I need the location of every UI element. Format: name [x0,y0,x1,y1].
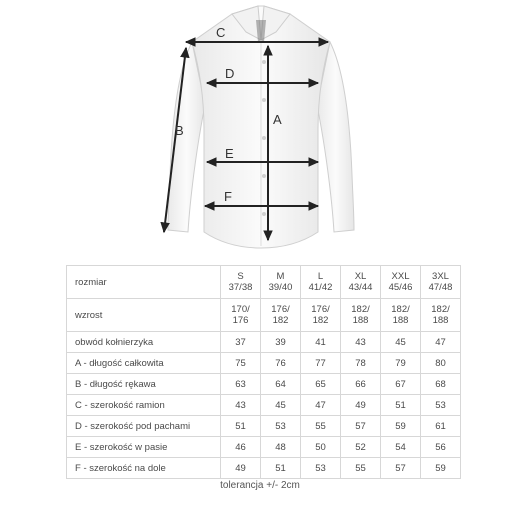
label-d: D [225,66,235,81]
table-cell: 51 [381,395,421,416]
table-cell: 67 [381,374,421,395]
table-cell: 176/ 182 [261,299,301,332]
table-cell: 37 [221,332,261,353]
size-header: XXL 45/46 [381,266,421,299]
table-cell: 47 [421,332,461,353]
size-table [66,265,461,479]
table-cell: 51 [221,416,261,437]
table-cell: 56 [421,437,461,458]
table-cell: 54 [381,437,421,458]
table-cell: 182/ 188 [341,299,381,332]
table-cell: 57 [381,458,421,479]
shirt-measurement-diagram [0,0,520,255]
label-f: F [224,189,232,204]
header-label: rozmiar [67,266,221,299]
table-cell: 61 [421,416,461,437]
table-cell: 43 [341,332,381,353]
table-cell: 45 [381,332,421,353]
table-header-row [67,266,461,299]
table-cell: 49 [221,458,261,479]
tolerance-note: tolerancja +/- 2cm [220,480,300,491]
table-row [67,395,461,416]
table-row [67,416,461,437]
table-cell: 53 [301,458,341,479]
table-cell: 47 [301,395,341,416]
table-cell: 80 [421,353,461,374]
label-c: C [216,25,226,40]
label-e: E [225,146,234,161]
table-cell: 52 [341,437,381,458]
table-cell: 39 [261,332,301,353]
table-cell: 63 [221,374,261,395]
table-cell: 48 [261,437,301,458]
row-label: C - szerokość ramion [67,395,221,416]
row-label: obwód kołnierzyka [67,332,221,353]
table-cell: 170/ 176 [221,299,261,332]
row-label: E - szerokość w pasie [67,437,221,458]
table-cell: 65 [301,374,341,395]
table-cell: 182/ 188 [381,299,421,332]
row-label: A - długość całkowita [67,353,221,374]
table-cell: 68 [421,374,461,395]
table-cell: 53 [421,395,461,416]
table-cell: 53 [261,416,301,437]
table-cell: 49 [341,395,381,416]
table-cell: 64 [261,374,301,395]
row-label: D - szerokość pod pachami [67,416,221,437]
table-cell: 79 [381,353,421,374]
label-b: B [175,123,184,138]
table-cell: 57 [341,416,381,437]
table-cell: 176/ 182 [301,299,341,332]
table-cell: 78 [341,353,381,374]
row-label: F - szerokość na dole [67,458,221,479]
table-cell: 55 [341,458,381,479]
table-cell: 51 [261,458,301,479]
table-row [67,458,461,479]
table-cell: 45 [261,395,301,416]
row-label: B - długość rękawa [67,374,221,395]
table-cell: 76 [261,353,301,374]
table-cell: 75 [221,353,261,374]
table-cell: 41 [301,332,341,353]
table-row [67,437,461,458]
label-a: A [273,112,282,127]
size-header: 3XL 47/48 [421,266,461,299]
table-cell: 59 [421,458,461,479]
size-header: XL 43/44 [341,266,381,299]
table-row-height [67,299,461,332]
table-cell: 55 [301,416,341,437]
table-row [67,353,461,374]
table-row [67,332,461,353]
table-cell: 46 [221,437,261,458]
table-cell: 50 [301,437,341,458]
table-cell: 77 [301,353,341,374]
table-cell: 59 [381,416,421,437]
table-cell: 182/ 188 [421,299,461,332]
table-cell: 66 [341,374,381,395]
size-header: M 39/40 [261,266,301,299]
row-label: wzrost [67,299,221,332]
table-cell: 43 [221,395,261,416]
table-row [67,374,461,395]
size-header: S 37/38 [221,266,261,299]
size-header: L 41/42 [301,266,341,299]
